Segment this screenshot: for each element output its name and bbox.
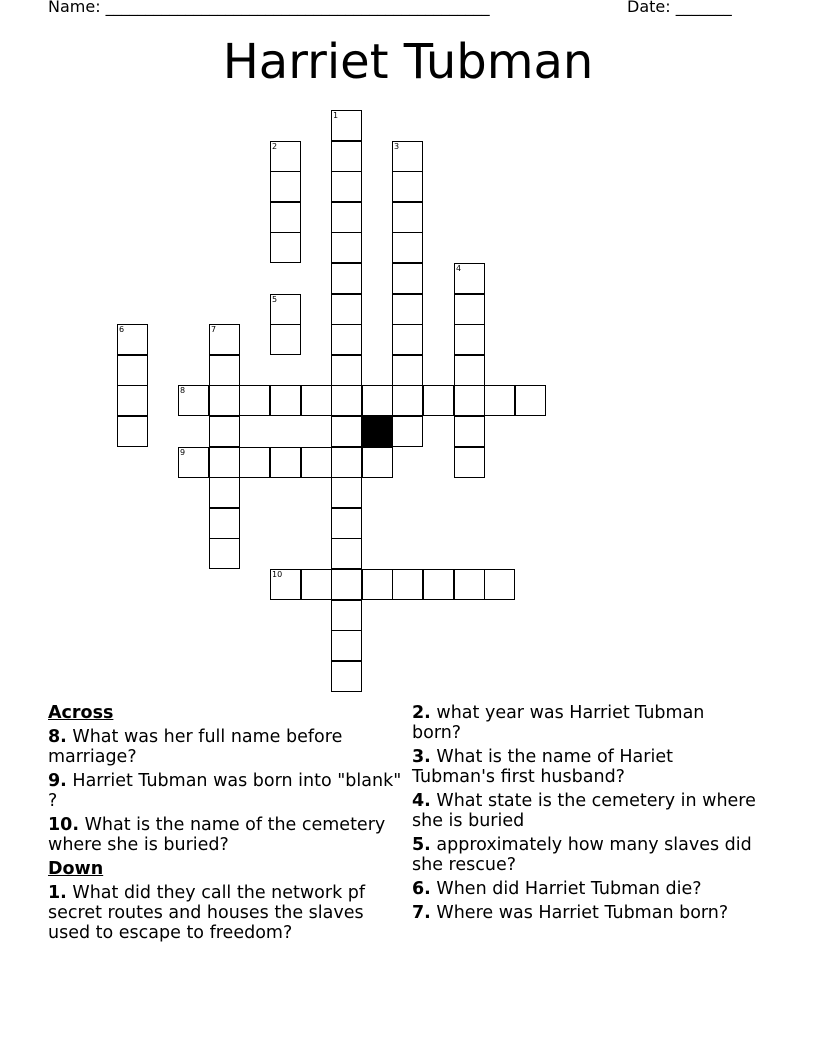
crossword-cell[interactable] (331, 141, 362, 172)
crossword-cell[interactable] (117, 416, 148, 447)
crossword-cell[interactable] (331, 263, 362, 294)
crossword-cell[interactable] (331, 630, 362, 661)
clue-text: Harriet Tubman was born into "blank" ? (48, 771, 402, 811)
crossword-cell[interactable] (270, 447, 301, 478)
crossword-cell[interactable] (270, 202, 301, 233)
clue-text: What is the name of Hariet Tubman's first husband? (412, 747, 673, 787)
crossword-cell[interactable] (362, 569, 393, 600)
clue-down-5 (412, 835, 757, 875)
crossword-cell[interactable] (392, 294, 423, 325)
crossword-cell[interactable] (331, 232, 362, 263)
across-heading: Across (48, 703, 114, 723)
cell-number: 7 (211, 325, 217, 334)
clue-number: 3. (412, 747, 431, 767)
crossword-cell[interactable] (270, 171, 301, 202)
crossword-cell[interactable] (392, 385, 423, 416)
clue-text: what year was Harriet Tubman born? (412, 703, 705, 743)
crossword-cell[interactable] (454, 294, 485, 325)
crossword-cell[interactable] (454, 569, 485, 600)
crossword-cell[interactable] (301, 447, 332, 478)
crossword-cell[interactable] (392, 324, 423, 355)
crossword-cell[interactable] (331, 569, 362, 600)
clue-number: 5. (412, 835, 431, 855)
crossword-cell[interactable] (454, 355, 485, 386)
clue-across-10 (48, 815, 408, 855)
clue-text: What state is the cemetery in where she is buried (412, 791, 756, 831)
cell-number: 2 (272, 142, 278, 151)
crossword-cell[interactable] (454, 416, 485, 447)
crossword-cell[interactable] (331, 447, 362, 478)
clue-text: What is the name of the cemetery where she is buried? (48, 815, 386, 855)
crossword-cell[interactable] (392, 171, 423, 202)
crossword-cell[interactable] (331, 355, 362, 386)
crossword-cell[interactable] (209, 355, 240, 386)
crossword-cell[interactable] (331, 416, 362, 447)
crossword-cell[interactable] (117, 385, 148, 416)
clue-across-8 (48, 727, 408, 767)
crossword-cell[interactable] (331, 171, 362, 202)
clue-number: 2. (412, 703, 431, 723)
crossword-cell[interactable] (331, 324, 362, 355)
crossword-cell[interactable] (331, 477, 362, 508)
down-heading: Down (48, 859, 104, 879)
crossword-cell[interactable] (454, 447, 485, 478)
crossword-cell[interactable] (392, 141, 423, 172)
crossword-cell[interactable] (239, 385, 270, 416)
clue-down-2 (412, 703, 757, 743)
crossword-cell[interactable] (362, 385, 393, 416)
crossword-cell[interactable] (209, 447, 240, 478)
cell-number: 3 (394, 142, 400, 151)
crossword-cell[interactable] (331, 508, 362, 539)
crossword-cell[interactable] (301, 569, 332, 600)
clue-text: Where was Harriet Tubman born? (436, 903, 729, 923)
clue-text: When did Harriet Tubman die? (436, 879, 702, 899)
clue-number: 1. (48, 883, 67, 903)
clue-text: approximately how many slaves did she rescue? (412, 835, 752, 875)
clue-across-9 (48, 771, 408, 811)
clue-number: 8. (48, 727, 67, 747)
cell-number: 1 (333, 111, 339, 120)
crossword-cell[interactable] (209, 538, 240, 569)
clue-down-6 (412, 879, 757, 899)
crossword-cell[interactable] (392, 263, 423, 294)
crossword-cell[interactable] (454, 324, 485, 355)
crossword-cell[interactable] (209, 508, 240, 539)
crossword-cell[interactable] (117, 355, 148, 386)
crossword-cell[interactable] (392, 569, 423, 600)
crossword-cell[interactable] (454, 263, 485, 294)
crossword-cell[interactable] (301, 385, 332, 416)
date-field-label: Date: _______ (627, 0, 732, 16)
clue-number: 4. (412, 791, 431, 811)
clue-number: 10. (48, 815, 80, 835)
crossword-cell[interactable] (331, 110, 362, 141)
crossword-cell[interactable] (423, 385, 454, 416)
clue-down-4 (412, 791, 757, 831)
crossword-cell[interactable] (178, 447, 209, 478)
blocked-cell (362, 416, 393, 447)
page-title: Harriet Tubman (222, 34, 594, 90)
clue-down-7 (412, 903, 757, 923)
cell-number: 10 (272, 570, 283, 579)
crossword-cell[interactable] (209, 416, 240, 447)
crossword-cell[interactable] (270, 141, 301, 172)
crossword-cell[interactable] (209, 324, 240, 355)
crossword-cell[interactable] (270, 569, 301, 600)
clue-number: 6. (412, 879, 431, 899)
crossword-cell[interactable] (270, 385, 301, 416)
cell-number: 8 (180, 386, 186, 395)
clue-number: 7. (412, 903, 431, 923)
crossword-cell[interactable] (423, 569, 454, 600)
crossword-cell[interactable] (454, 385, 485, 416)
crossword-cell[interactable] (331, 294, 362, 325)
crossword-cell[interactable] (270, 232, 301, 263)
cell-number: 5 (272, 295, 278, 304)
cell-number: 4 (456, 264, 462, 273)
crossword-cell[interactable] (331, 600, 362, 631)
crossword-cell[interactable] (392, 232, 423, 263)
crossword-cell[interactable] (209, 385, 240, 416)
clue-down-3 (412, 747, 757, 787)
name-field-label: Name: ________________________________________________ (48, 0, 490, 16)
crossword-cell[interactable] (331, 538, 362, 569)
crossword-cell[interactable] (331, 385, 362, 416)
crossword-cell[interactable] (515, 385, 546, 416)
crossword-cell[interactable] (209, 477, 240, 508)
cell-number: 6 (119, 325, 125, 334)
crossword-cell[interactable] (362, 447, 393, 478)
crossword-cell[interactable] (331, 202, 362, 233)
clue-text: What did they call the network pf secret routes and houses the slaves used to escape to freedom? (48, 883, 366, 943)
crossword-cell[interactable] (484, 569, 515, 600)
clues-right-column (412, 703, 757, 927)
crossword-cell[interactable] (484, 385, 515, 416)
crossword-cell[interactable] (117, 324, 148, 355)
crossword-cell[interactable] (270, 324, 301, 355)
crossword-cell[interactable] (270, 294, 301, 325)
clue-text: What was her full name before marriage? (48, 727, 343, 767)
crossword-cell[interactable] (239, 447, 270, 478)
crossword-cell[interactable] (392, 416, 423, 447)
crossword-cell[interactable] (331, 661, 362, 692)
cell-number: 9 (180, 448, 186, 457)
clue-number: 9. (48, 771, 67, 791)
crossword-cell[interactable] (392, 202, 423, 233)
crossword-cell[interactable] (178, 385, 209, 416)
clue-down-1 (48, 883, 408, 943)
clues-left-column (48, 703, 408, 947)
crossword-cell[interactable] (392, 355, 423, 386)
